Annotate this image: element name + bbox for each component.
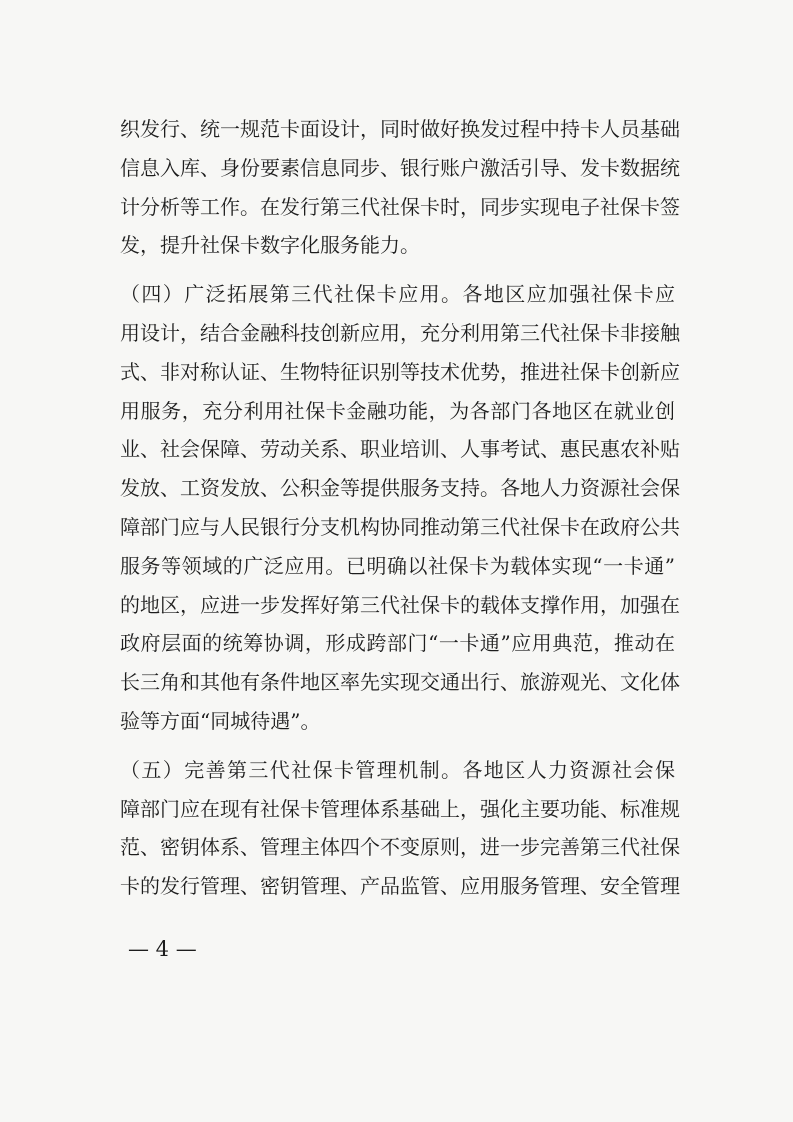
text-line: 范、密钥体系、管理主体四个不变原则，进一步完善第三代社保 <box>120 835 680 860</box>
text-line: 用设计，结合金融科技创新应用，充分利用第三代社保卡非接触 <box>120 320 680 345</box>
text-line: 验等方面“同城待遇”。 <box>120 708 321 733</box>
text-line: 发放、工资发放、公积金等提供服务支持。各地人力资源社会保 <box>120 476 680 501</box>
text-line: 织发行、统一规范卡面设计，同时做好换发过程中持卡人员基础 <box>120 117 680 141</box>
text-line: 业、社会保障、劳动关系、职业培训、人事考试、惠民惠农补贴 <box>120 437 680 462</box>
text-line: 的地区，应进一步发挥好第三代社保卡的载体支撑作用，加强在 <box>120 592 680 617</box>
paragraph <box>120 110 680 265</box>
text-line: 卡的发行管理、密钥管理、产品监管、应用服务管理、安全管理 <box>120 874 680 899</box>
paragraph <box>120 751 680 906</box>
text-line: （五）完善第三代社保卡管理机制。各地区人力资源社会保 <box>120 757 675 782</box>
text-line: 障部门应在现有社保卡管理体系基础上，强化主要功能、标准规 <box>120 796 680 821</box>
text-line: 政府层面的统筹协调，形成跨部门“一卡通”应用典范，推动在 <box>120 631 675 656</box>
text-line: 计分析等工作。在发行第三代社保卡时，同步实现电子社保卡签 <box>120 194 680 219</box>
text-line: 信息入库、身份要素信息同步、银行账户激活引导、发卡数据统 <box>120 155 680 180</box>
text-line: 式、非对称认证、生物特征识别等技术优势，推进社保卡创新应 <box>120 359 680 384</box>
text-line: 长三角和其他有条件地区率先实现交通出行、旅游观光、文化体 <box>120 670 680 695</box>
text-line: （四）广泛拓展第三代社保卡应用。各地区应加强社保卡应 <box>120 282 675 307</box>
text-line: 用服务，充分利用社保卡金融功能，为各部门各地区在就业创 <box>120 398 675 423</box>
text-line: 发，提升社保卡数字化服务能力。 <box>120 233 420 258</box>
paragraph-gap <box>120 265 675 275</box>
text-line: 服务等领域的广泛应用。已明确以社保卡为载体实现“一卡通” <box>120 553 675 578</box>
paragraph-gap <box>120 741 675 751</box>
document-body <box>120 110 680 906</box>
text-line: 障部门应与人民银行分支机构协同推动第三代社保卡在政府公共 <box>120 514 680 539</box>
page-number: — 4 — <box>128 937 197 961</box>
paragraph <box>120 275 680 741</box>
